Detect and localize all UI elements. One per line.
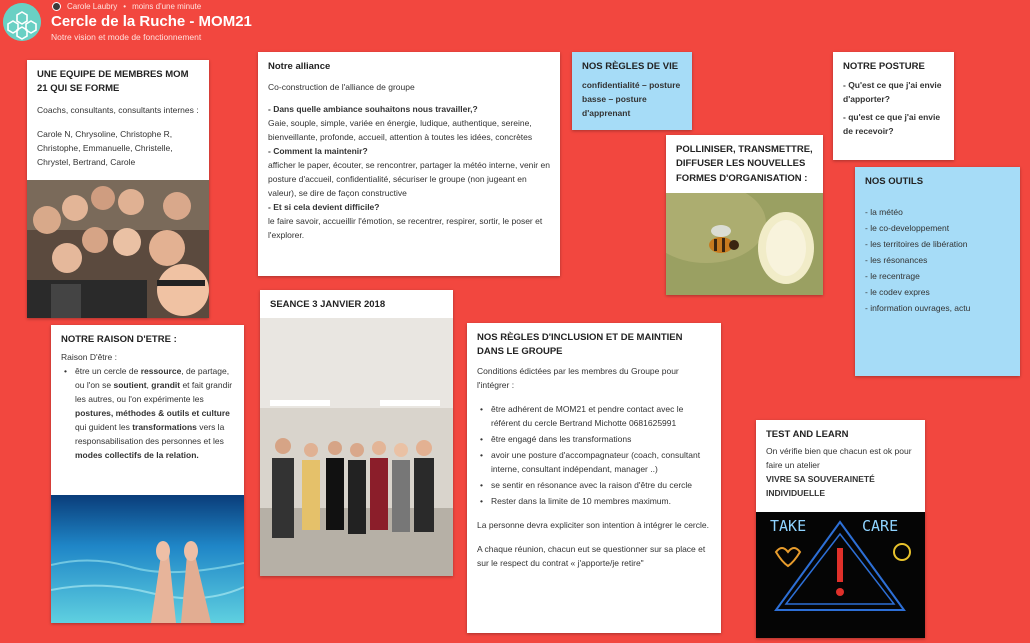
card-title: NOTRE RAISON D'ETRE : — [61, 334, 177, 345]
card-title: NOTRE POSTURE — [843, 61, 925, 72]
card-title: NOS RÈGLES D'INCLUSION ET DE MAINTIEN DANS LE GROUPE — [477, 332, 683, 358]
inclusion-list — [477, 402, 711, 508]
text-run: qui guident les — [75, 422, 133, 433]
card-raison-etre[interactable] — [51, 325, 244, 623]
board-subtitle: Notre vision et mode de fonctionnement — [51, 32, 202, 42]
card-text: La personne devra expliciter son intention à intégrer le cercle. — [477, 519, 709, 530]
text-bold: grandit — [151, 380, 181, 391]
author-name[interactable]: Carole Laubry — [67, 2, 118, 11]
answer-2: afficher le paper, écouter, se rencontrer, partager la météo interne, venir en posture d'accueil, confidentialité, sécuriser le groupe (non jugeant en valeur), se dire de façon constructive — [268, 160, 550, 199]
text-bold: soutient — [113, 380, 147, 391]
image-text-care: CARE — [862, 517, 899, 535]
list-item: • être adhérent de MOM21 et pendre contact avec le référent du cercle Bertrand Michotte 0681625991 — [477, 402, 711, 430]
text-bold: ressource — [140, 366, 182, 377]
list-item: - le co-developpement — [865, 223, 950, 234]
card-title: SEANCE 3 JANVIER 2018 — [270, 299, 386, 310]
text-run: et fait grandir les autres, ou l'on expérimente les — [75, 380, 233, 405]
answer-1: Gaie, souple, simple, variée en énergie, ludique, authentique, sereine, bienveillante, profonde, accueil, attention à toutes les idées, concrètes — [268, 118, 533, 143]
text-run: , — [146, 380, 152, 391]
image-text-take: TAKE — [770, 517, 807, 535]
card-title: TEST AND LEARN — [766, 429, 849, 440]
text-run: , de partage, ou l'on se — [75, 366, 230, 391]
question-1: - Dans quelle ambiance souhaitons nous travailler,? — [268, 104, 478, 115]
list-item: - le codev expres — [865, 287, 930, 298]
card-alliance[interactable] — [258, 52, 560, 276]
card-text: A chaque réunion, chacun eut se questionner sur sa place et sur le respect du contrat « j'apporte/je retire" — [477, 543, 706, 568]
card-title: POLLINISER, TRANSMETTRE, DIFFUSER LES NOUVELLES FORMES D'ORGANISATION : — [676, 144, 813, 184]
answer-3: le faire savoir, accueillir l'émotion, se recentrer, respirer, sortir, le poser et l'explorer. — [268, 216, 543, 241]
card-equipe[interactable] — [27, 60, 209, 318]
sea-feet-image — [51, 495, 244, 623]
card-text: confidentialité – posture basse – posture d'apprenant — [582, 80, 681, 119]
card-text: Conditions édictées par les membres du Groupe pour l'intégrer : — [477, 365, 679, 390]
card-title: Notre alliance — [268, 61, 331, 72]
card-posture[interactable] — [833, 52, 954, 160]
group-selfie-image — [27, 180, 209, 318]
question-3: - Et si cela devient difficile? — [268, 202, 380, 213]
question-1: - Qu'est ce que j'ai envie d'apporter? — [843, 80, 942, 105]
list-item: - le recentrage — [865, 271, 920, 282]
text-run: être un cercle de — [75, 366, 141, 377]
card-inclusion[interactable] — [467, 323, 721, 633]
card-polliniser[interactable] — [666, 135, 823, 295]
card-regles-vie[interactable] — [572, 52, 692, 130]
list-item: • Rester dans la limite de 10 membres maximum. — [477, 494, 711, 508]
take-care-image — [756, 512, 925, 638]
card-title: NOS RÈGLES DE VIE — [582, 61, 679, 72]
card-title: NOS OUTILS — [865, 176, 924, 187]
card-text: Carole N, Chrysoline, Christophe R, Christophe, Emmanuelle, Christelle, Chrystel, Bertrand, Carole — [37, 128, 173, 167]
card-text: On vérifie bien que chacun est ok pour faire un atelier — [766, 446, 912, 471]
list-item: • avoir une posture d'accompagnateur (coach, consultant interne, consultant indépendant, manager ..) — [477, 448, 711, 476]
card-title: UNE EQUIPE DE MEMBRES MOM 21 QUI SE FORME — [37, 69, 189, 95]
text-bold: modes collectifs de la relation. — [75, 450, 199, 461]
list-item — [61, 364, 234, 462]
list-item: - la météo — [865, 207, 903, 218]
raison-list — [61, 364, 234, 462]
board-header — [0, 0, 1030, 44]
card-text-bold: VIVRE SA SOUVERAINETÉ INDIVIDUELLE — [766, 474, 875, 499]
text-bold: postures, méthodes & outils et culture — [75, 408, 230, 419]
question-2: - Comment la maintenir? — [268, 146, 368, 157]
card-seance[interactable] — [260, 290, 453, 576]
board-title: Cercle de la Ruche - MOM21 — [51, 13, 252, 30]
author-avatar-icon[interactable] — [52, 2, 61, 11]
post-time: moins d'une minute — [132, 2, 202, 11]
card-text: Coachs, consultants, consultants internes : — [37, 104, 199, 115]
bee-image — [666, 193, 823, 295]
card-text: Co-construction de l'alliance de groupe — [268, 82, 415, 93]
card-text: Raison D'être : — [61, 352, 117, 363]
board-logo-icon[interactable] — [3, 3, 41, 41]
text-bold: transformations — [132, 422, 197, 433]
post-meta — [52, 2, 201, 11]
question-2: - qu'est ce que j'ai envie de recevoir? — [843, 112, 941, 137]
card-outils[interactable] — [855, 167, 1020, 376]
list-item: - les résonances — [865, 255, 928, 266]
list-item: • être engagé dans les transformations — [477, 432, 711, 446]
card-test-learn[interactable] — [756, 420, 925, 638]
list-item: • se sentir en résonance avec la raison d'être du cercle — [477, 478, 711, 492]
group-photo-image — [260, 318, 453, 576]
text-run: vers la responsabilisation des personnes et les — [75, 422, 225, 447]
list-item: - les territoires de libération — [865, 239, 968, 250]
meta-separator: • — [123, 2, 127, 11]
tools-list — [865, 205, 1010, 315]
list-item: - information ouvrages, actu — [865, 303, 971, 314]
